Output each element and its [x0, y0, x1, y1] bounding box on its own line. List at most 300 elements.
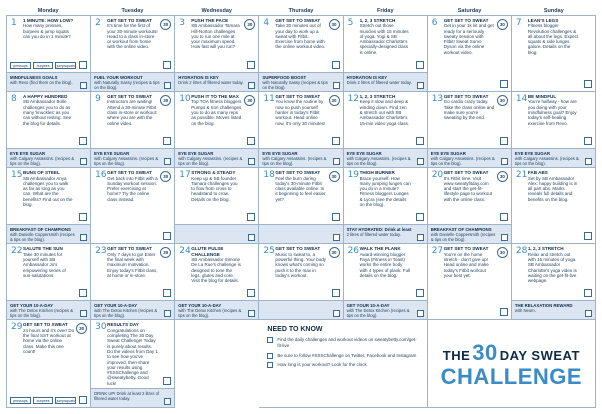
daily-tip: [259, 300, 342, 319]
day-text: [191, 246, 242, 283]
day-checkbox[interactable]: [416, 137, 424, 145]
day-body: Music to sweat to, a powerful thing. Your body knows what's coming so push it to the max in today's workout.: [275, 251, 326, 278]
day-title: PUSH THE PACE: [191, 18, 229, 23]
score-box[interactable]: jumpsquats: [56, 399, 75, 403]
day-number: 18: [263, 170, 275, 181]
day-cell: [428, 244, 512, 320]
tip-text: with Calgary Assassins. (recipes & tips on the blog).: [262, 156, 327, 167]
day-checkbox[interactable]: [416, 61, 424, 69]
tip-title: GET YOUR 10-A-DAY: [10, 303, 53, 309]
day-title: GET SET TO SWEAT: [275, 18, 321, 23]
day-checkbox[interactable]: [79, 289, 87, 297]
day-text: [275, 18, 326, 50]
day-text: [444, 18, 495, 55]
clock-badge-icon: 30: [329, 19, 340, 30]
tip-title: THE RELAXATION REWARD: [514, 303, 573, 309]
day-text: [23, 18, 74, 39]
tip-text: with Naturally Sassy (recipes & tips on the blog).: [94, 80, 160, 91]
tip-checkbox[interactable]: [333, 82, 340, 89]
tip-text: DRINK UP! Drink at least 2 litres of filtered water today.: [94, 391, 160, 401]
tip-title: GET YOUR 10-A-DAY: [178, 303, 222, 309]
day-content: [259, 92, 342, 148]
day-number: 2: [95, 18, 101, 28]
day-content: [344, 168, 427, 224]
day-content: [428, 92, 511, 148]
day-content: [512, 168, 595, 243]
day-text: [444, 170, 495, 202]
day-cell: [7, 320, 91, 408]
day-text: [275, 170, 326, 202]
day-content: [175, 244, 258, 300]
day-content: [7, 168, 90, 224]
day-checkbox[interactable]: [332, 61, 340, 69]
clock-badge-icon: 30: [497, 171, 508, 182]
day-body: Fitness blogger Revolution challenges & all about the legs. Expect squats & side lunges galore. Details on the blog.: [527, 23, 579, 55]
day-content: [175, 168, 258, 224]
score-boxes: [10, 62, 76, 69]
weekday-name: Wednesday: [201, 8, 232, 14]
day-body: Feel the burn during today's 30-minute Fitbit class available online. Is it beginning to feel easier yet?: [275, 175, 326, 202]
weekday-header: [6, 6, 596, 16]
day-checkbox[interactable]: [247, 61, 255, 69]
clock-badge-icon: 30: [244, 95, 255, 106]
day-body: Relax and stretch out with 15 minutes of yoga. SB Ambassador Charlotte's yoga video is waiting on the get-fit-live webpage.: [527, 251, 577, 284]
tip-title: GET YOUR 10-A-DAY: [94, 303, 138, 309]
score-box[interactable]: pressups: [10, 62, 31, 69]
day-title: 1, 2, 3 STRETCH: [527, 246, 564, 252]
day-content: [91, 244, 174, 300]
tip-title: HYDRATION IS KEY: [346, 75, 388, 81]
day-number: 19: [347, 170, 360, 181]
day-checkbox[interactable]: [500, 137, 508, 145]
day-cell: [512, 244, 596, 320]
day-number: 14: [515, 94, 528, 105]
day-checkbox[interactable]: [332, 137, 340, 145]
day-title: BE MINDFUL: [527, 94, 557, 100]
tip-checkbox[interactable]: [164, 398, 171, 405]
day-cell: [428, 92, 512, 168]
tip-text: with Naturally Sassy (recipes & tips on the blog).: [262, 80, 328, 91]
tip-title: EYE EYE SUGAR: [178, 151, 214, 157]
weekday-name: Thursday: [288, 8, 314, 14]
day-text: [444, 246, 495, 278]
tip-title: EYE EYE SUGAR: [514, 151, 550, 157]
tip-checkbox[interactable]: [501, 234, 508, 241]
day-cell: [7, 244, 91, 320]
daily-tip: [175, 72, 258, 91]
day-text: [528, 94, 579, 126]
day-cell: [344, 244, 428, 320]
day-number: 17: [179, 170, 191, 181]
day-body: Only 7 days to go! Enter the final week with maximum motivation. Enjoy today's Fitbit class, at home or in-store.: [107, 251, 158, 278]
tip-title: EYE EYE SUGAR: [94, 151, 130, 157]
daily-tip: [344, 148, 427, 167]
tip-text: Drink 2 litres of filtered water today.: [346, 80, 412, 86]
day-checkbox[interactable]: [500, 80, 508, 88]
day-checkbox[interactable]: [584, 289, 592, 297]
tip-title: BREAKFAST OF CHAMPIONS: [430, 227, 492, 233]
tip-checkbox[interactable]: [80, 310, 87, 317]
day-checkbox[interactable]: [163, 377, 171, 385]
tip-checkbox[interactable]: [164, 82, 171, 89]
clock-badge-icon: 30: [160, 19, 171, 30]
day-title: GET SET TO SWEAT: [107, 246, 152, 252]
day-content: [91, 320, 174, 388]
day-text: [360, 170, 411, 207]
day-text: [191, 94, 242, 126]
day-content: [428, 244, 511, 319]
need-to-know-text: How long is your workout? Look for the clock: [277, 362, 367, 368]
day-text: [528, 170, 579, 202]
daily-tip: [7, 224, 90, 243]
daily-tip: [91, 388, 174, 407]
tip-checkbox[interactable]: [164, 310, 171, 317]
day-title: A HAPPY HUNDRED: [23, 94, 68, 100]
day-content: [344, 16, 427, 72]
day-body: Get back into Fitbit with a Sunday workout session. Prefer exercising at home? Try the online class instead.: [107, 175, 158, 202]
daily-tip: [259, 148, 342, 167]
day-title: GET SET TO SWEAT: [443, 18, 489, 23]
need-to-know-text: Be sure to follow #SSSChallenge on Twitter, Facebook and Instagram: [277, 352, 417, 358]
day-number: 7: [515, 18, 522, 28]
tip-checkbox[interactable]: [417, 82, 424, 89]
day-number: 21: [515, 170, 528, 181]
day-content: [7, 320, 90, 407]
day-text: [528, 18, 579, 55]
day-text: [107, 322, 158, 386]
tip-text: with Calgary Assassins. (recipes & tips on the blog).: [178, 156, 243, 167]
clock-badge-icon: 30: [244, 19, 255, 30]
need-to-know-list: [267, 337, 418, 371]
daily-tip: [344, 300, 427, 319]
tip-text: with Calgary Assassins. (recipes & tips on the blog).: [514, 156, 579, 167]
day-cell: [259, 92, 343, 168]
day-title: BUNS OF STEEL: [23, 170, 60, 176]
weekday-name: Monday: [37, 8, 59, 14]
tip-title: FUEL YOUR WORKOUT: [94, 75, 143, 81]
day-cell: [344, 92, 428, 168]
day-title: STRONG & STEADY: [191, 170, 236, 176]
tip-checkbox[interactable]: [417, 234, 424, 241]
day-content: [428, 16, 511, 91]
daily-tip: [175, 224, 258, 243]
tip-text: with The Detox Kitchen (recipes & tips on the blog).: [10, 308, 73, 319]
daily-tip: [344, 224, 427, 243]
day-checkbox[interactable]: [500, 308, 508, 316]
day-cell: [428, 16, 512, 92]
logo-the: THE: [442, 347, 471, 363]
tip-checkbox[interactable]: [417, 310, 424, 317]
tip-checkbox[interactable]: [248, 158, 255, 165]
day-cell: [175, 16, 259, 92]
score-box[interactable]: pressups: [10, 397, 31, 404]
day-content: [91, 168, 174, 243]
challenge-calendar: [6, 16, 596, 408]
day-number: 23: [95, 246, 107, 257]
checkbox-icon: [267, 337, 273, 343]
day-cell: [344, 168, 428, 244]
tip-title: EYE EYE SUGAR: [430, 151, 466, 157]
need-to-know-title: NEED TO KNOW: [267, 326, 323, 334]
day-body: 24 hours and it's over! Do the final SST workout at home via the online class. Make this one count!: [23, 327, 75, 354]
day-cell: [344, 16, 428, 92]
tip-checkbox[interactable]: [585, 310, 592, 317]
tip-text: Drink 2 litres of filtered water today.: [178, 80, 244, 86]
day-checkbox[interactable]: [79, 61, 87, 69]
tip-checkbox[interactable]: [80, 82, 87, 89]
day-text: [107, 246, 158, 278]
day-text: [444, 94, 495, 120]
day-number: 28: [515, 246, 528, 257]
day-number: 16: [95, 170, 107, 181]
day-body: It's Fitbit time. Visit www.sweatyfitday.com and start the get-fit-lifestyle page to workout with the online class.: [443, 175, 492, 202]
tip-title: SUPERFOOD BOOST: [262, 75, 307, 81]
day-checkbox[interactable]: [584, 137, 592, 145]
daily-tip: [7, 72, 90, 91]
day-cell: [91, 16, 175, 92]
tip-checkbox[interactable]: [333, 158, 340, 165]
day-text: [107, 170, 158, 202]
day-cell: [91, 168, 175, 244]
need-to-know: [259, 320, 427, 408]
day-text: [23, 94, 74, 126]
day-content: [259, 16, 342, 72]
weekday-name: Saturday: [457, 8, 482, 14]
weekday-name: Sunday: [543, 8, 564, 14]
day-body: Take 30 minutes for yourself with SB Ambassador Jo's empowering series of sun-salutations.: [23, 251, 66, 278]
day-content: [259, 168, 342, 224]
need-to-know-item: [267, 353, 418, 359]
day-content: [344, 92, 427, 148]
day-text: [360, 94, 411, 126]
tip-checkbox[interactable]: [333, 310, 340, 317]
day-number: 4: [263, 18, 270, 28]
tip-text: with The Detox Kitchen (recipes & tips on the blog).: [94, 308, 158, 319]
day-body: You're on the home stretch - don't give up! Head online and make today's Fitbit workout your best yet.: [443, 251, 489, 278]
day-title: GET SET TO SWEAT: [443, 94, 489, 100]
day-number: 24: [179, 246, 191, 257]
tip-title: EYE EYE SUGAR: [346, 151, 382, 157]
day-content: [512, 16, 595, 91]
tip-checkbox[interactable]: [501, 158, 508, 165]
checkbox-icon: [267, 362, 273, 368]
clock-badge-icon: 30: [160, 95, 171, 106]
day-cell: [428, 168, 512, 244]
tip-checkbox[interactable]: [417, 158, 424, 165]
day-number: 29: [11, 322, 23, 333]
tip-checkbox[interactable]: [80, 234, 87, 241]
day-content: [428, 168, 511, 224]
daily-tip: [428, 224, 511, 243]
tip-text: with Neom.: [514, 308, 536, 314]
day-content: [7, 16, 90, 72]
day-number: 20: [431, 170, 444, 181]
day-checkbox[interactable]: [79, 396, 87, 404]
day-body: Keep it slow and deep & winding down. Find zen & stretch out with SB Ambassador Charlotte's 15-min video yoga class.: [359, 99, 410, 126]
day-number: 9: [95, 94, 101, 105]
day-cell: [512, 168, 596, 244]
day-text: [191, 18, 242, 50]
day-text: [107, 94, 158, 126]
day-cell: [91, 244, 175, 320]
daily-tip: [91, 148, 174, 167]
day-checkbox[interactable]: [247, 213, 255, 221]
tip-title: BREAKFAST OF CHAMPIONS: [10, 227, 71, 233]
weekday-name: Tuesday: [121, 8, 144, 14]
day-body: SB Ambassador Simone De La Rue's challenge is designed to tone the legs, glutes and core. Visit the blog for details.: [191, 256, 241, 284]
tip-title: STAY HYDRATED: Drink at least: [346, 227, 412, 233]
day-title: GET SET TO SWEAT: [107, 94, 152, 100]
day-checkbox[interactable]: [584, 232, 592, 240]
day-checkbox[interactable]: [163, 232, 171, 240]
day-body: Brace yourself. How many jumping lunges can you do in a minute? Fitness bloggers Lunges & Lycra (see the details on the blog).: [359, 175, 411, 207]
day-checkbox[interactable]: [247, 137, 255, 145]
day-content: [7, 92, 90, 148]
tip-checkbox[interactable]: [585, 158, 592, 165]
day-body: Congratulations on completing The 30 Day Sweat Challenge! Today is purely about results. Do the videos from Day 1 to see how you've improved, then share your results using #SSSChallenge and @sweatybetty. Good luck!: [107, 327, 158, 386]
day-number: 1: [11, 18, 17, 28]
day-checkbox[interactable]: [79, 213, 87, 221]
daily-tip: [175, 148, 258, 167]
day-checkbox[interactable]: [332, 213, 340, 221]
tip-checkbox[interactable]: [333, 234, 340, 241]
day-text: [360, 18, 411, 55]
daily-tip: [259, 72, 342, 91]
daily-tip: [175, 300, 258, 319]
score-box[interactable]: jumpsquats: [56, 64, 75, 69]
day-title: THIGH BURNER: [359, 170, 395, 176]
clock-badge-icon: 30: [160, 171, 171, 182]
day-number: 10: [179, 94, 191, 105]
day-cell: [259, 244, 343, 320]
day-checkbox[interactable]: [416, 289, 424, 297]
tip-checkbox[interactable]: [164, 158, 171, 165]
day-body: Go cardio crazy today. Take the class online and make sure you're sweating by the end.: [443, 99, 495, 121]
day-title: SALUTE THE SUN: [23, 246, 63, 252]
day-number: 6: [431, 18, 438, 28]
day-cell: [7, 92, 91, 168]
day-title: GET SET TO SWEAT: [107, 170, 152, 176]
day-body: Instructors are waiting! Attend a 30-minute Fitbit class in-store or workout: where you are with the online video.: [107, 99, 158, 126]
day-cell: [259, 168, 343, 244]
day-checkbox[interactable]: [247, 289, 255, 297]
day-checkbox[interactable]: [163, 137, 171, 145]
day-checkbox[interactable]: [584, 80, 592, 88]
day-number: 8: [11, 94, 17, 105]
tip-text: with The Detox Kitchen (recipes & tips on the blog).: [346, 308, 410, 319]
day-content: [91, 92, 174, 148]
tip-title: GET YOUR 10-A-DAY: [346, 303, 390, 309]
day-title: GET SET TO SWEAT: [443, 246, 489, 252]
day-title: LEAN'S LEGS: [527, 18, 559, 23]
day-title: WALK THE PLANK: [359, 246, 401, 252]
daily-tip: [91, 72, 174, 91]
day-checkbox[interactable]: [416, 213, 424, 221]
tip-text: with Calgary Assassins. (recipes & tips on the blog).: [94, 156, 159, 167]
day-number: 27: [431, 246, 444, 257]
day-title: FAB ABS: [527, 170, 548, 176]
day-content: [175, 92, 258, 148]
day-body: Top TOA fitness bloggers Pumps & Iron challenges you to do as many reps as possible. Moves listed on the blog.: [191, 99, 242, 126]
day-body: Set by SB Ambassador Alex: happy building is in all part abs. Marks reveals full details and benefits on the blog.: [527, 175, 578, 202]
day-checkbox[interactable]: [163, 61, 171, 69]
tip-text: with Danielle Coppersmith (recipes & tips on the blog).: [430, 232, 496, 243]
day-number: 26: [347, 246, 360, 257]
day-checkbox[interactable]: [500, 213, 508, 221]
score-boxes: [10, 397, 76, 404]
day-cell: [91, 320, 175, 408]
day-body: You know the routine by now so push yourself harder in today's Fitbit workout. Head online now, it's only 30 minutes!: [275, 99, 326, 126]
day-cell: [175, 168, 259, 244]
tip-title: EYE EYE SUGAR: [262, 151, 298, 157]
day-text: [23, 322, 74, 354]
tip-text: with Danielle Coppersmith (recipes & tips on the blog).: [10, 232, 75, 243]
weekday-name: Friday: [377, 8, 394, 14]
day-text: [275, 246, 326, 278]
day-body: How many presses, burpees & jump squats can you do in 1 minute?: [23, 23, 71, 39]
day-cell: [512, 92, 596, 168]
tip-checkbox[interactable]: [248, 82, 255, 89]
score-box[interactable]: burpees: [33, 397, 54, 404]
day-content: [7, 244, 90, 300]
need-to-know-text: Find the daily challenges and workout videos on sweatybetty.com/get-fit-live: [277, 337, 417, 349]
daily-tip: [512, 148, 595, 167]
day-text: [275, 94, 326, 126]
tip-text: with Calgary Assassins. (recipes & tips on the blog).: [10, 156, 74, 167]
day-checkbox[interactable]: [79, 137, 87, 145]
day-text: [23, 170, 74, 207]
day-title: 1 MINUTE: HOW LOW?: [23, 18, 74, 23]
day-content: [512, 244, 595, 300]
day-body: SB Ambassador Tamara Hill-Norton challenges you to run one mile at your maximum speed. How fast will you run?: [191, 23, 240, 50]
tip-checkbox[interactable]: [80, 158, 87, 165]
day-title: GET SET TO SWEAT: [107, 18, 152, 23]
day-body: You're halfway - how are you doing with your mindfulness goal? Enjoy today's self-healing exercise from Revo.: [527, 99, 577, 126]
tip-text: with Calgary Assassins. (recipes & tips on the blog).: [346, 156, 411, 167]
tip-checkbox[interactable]: [248, 234, 255, 241]
day-checkbox[interactable]: [332, 289, 340, 297]
day-text: [107, 18, 158, 50]
tip-title: EYE EYE SUGAR: [10, 151, 46, 157]
day-number: 13: [431, 94, 444, 105]
day-title: 1, 2, 3 STRETCH: [359, 18, 396, 23]
day-number: 25: [263, 246, 275, 257]
day-title: GET SET TO SWEAT: [23, 322, 68, 328]
day-content: [344, 244, 427, 300]
need-to-know-item: [267, 362, 418, 368]
day-content: [91, 16, 174, 72]
day-title: PUSH IT TO THE MAX: [191, 94, 239, 100]
day-body: Get in your 1k kit and get ready for a seriously sweaty session with Fitbit! Sweat Sumo Dyson via the online workout video.: [443, 23, 494, 55]
day-content: [259, 244, 342, 300]
day-cell: [259, 16, 343, 92]
day-content: [175, 16, 258, 72]
daily-tip: [428, 148, 511, 167]
day-title: 1, 2, 3 STRETCH: [359, 94, 396, 100]
daily-tip: [259, 224, 342, 243]
clock-badge-icon: 30: [497, 19, 508, 30]
day-body: Stretch out those muscles with 15 minutes of yoga. Yogi & SB Ambassador Charlotte's specially-designed class is online.: [359, 23, 409, 55]
day-title: GET SET TO SWEAT: [443, 170, 489, 176]
tip-checkbox[interactable]: [248, 310, 255, 317]
day-checkbox[interactable]: [163, 289, 171, 297]
day-title: GET SET TO SWEAT: [275, 170, 321, 176]
day-cell: [7, 168, 91, 244]
day-body: Take 30 minutes out of your day to work up a sweat with Fitbit. Exercise from home with the online workout video.: [275, 23, 326, 50]
logo-number: 30: [472, 339, 498, 365]
score-box[interactable]: burpees: [33, 62, 54, 69]
day-cell: [512, 16, 596, 92]
